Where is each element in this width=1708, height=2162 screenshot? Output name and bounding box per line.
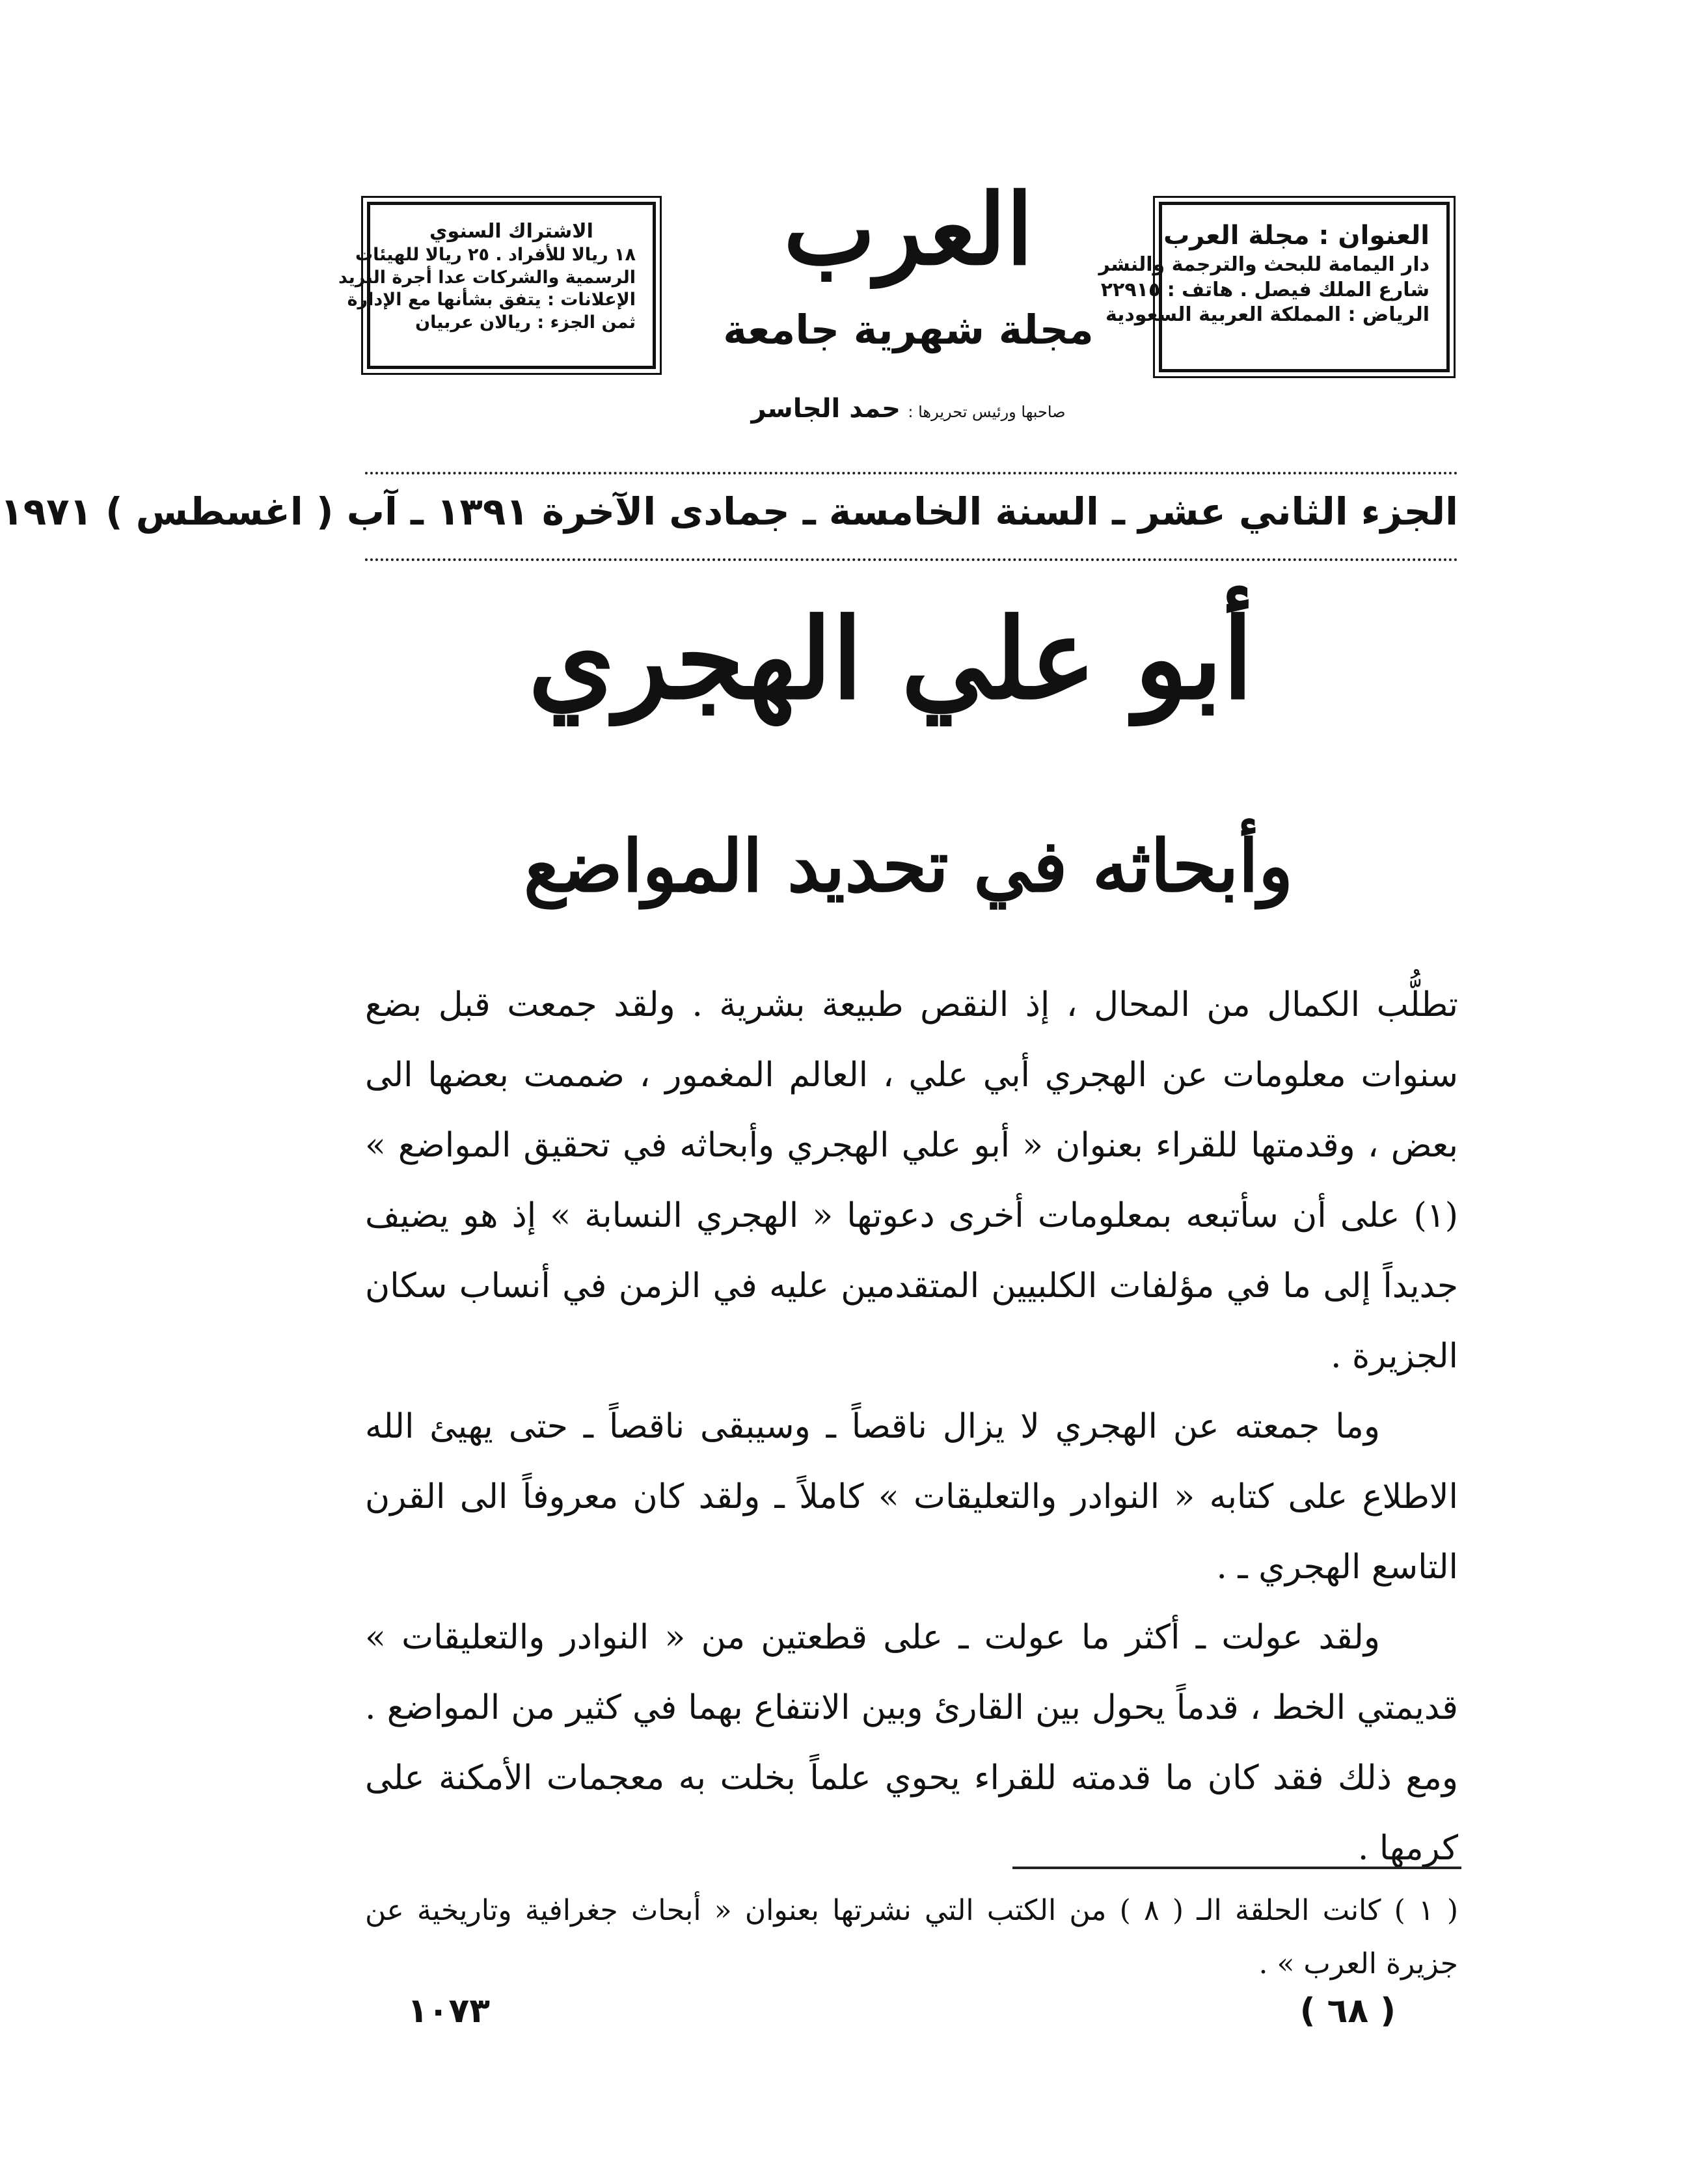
- paragraph-3: ولقد عولت ـ أكثر ما عولت ـ على قطعتين من « النوادر والتعليقات » قديمتي الخط ، قدماً يحول بين القارئ وبين الانتفاع بهما في كثير من المواضع . ومع ذلك فقد كان ما قدمته للقراء يحوي علماً بخلت به معجمات الأمكنة على كرمها .: [365, 1618, 1458, 1868]
- issue-page-number: ( ٦٨ ): [1299, 1991, 1396, 2031]
- magazine-name: العرب: [783, 172, 1033, 287]
- address-box: [1098, 202, 1450, 372]
- address-line-1: العنوان : مجلة العرب: [1163, 221, 1430, 251]
- footnote-rule: [1012, 1867, 1461, 1869]
- issue-line: الجزء الثاني عشر ـ السنة الخامسة ـ جمادى الآخرة ١٣٩١ ـ آب ( اغسطس ) ١٩٧١: [0, 489, 1458, 534]
- article-title: أبو علي الهجري: [528, 594, 1253, 724]
- editor-name: حمد الجاسر: [751, 394, 901, 424]
- subscription-line-1: ١٨ ريالا للأفراد . ٢٥ ريالا للهيئات: [355, 245, 636, 266]
- subscription-line-2: الرسمية والشركات عدا أجرة البريد: [338, 267, 636, 288]
- subscription-line-3: الإعلانات : يتفق بشأنها مع الإدارة: [347, 290, 636, 310]
- article-body: [365, 970, 1458, 1883]
- issue-rule-top: [365, 472, 1458, 474]
- editor-line: [687, 394, 1130, 424]
- volume-page-number: ١٠٧٣: [407, 1991, 490, 2031]
- subscription-title: الاشتراك السنوي: [429, 220, 593, 243]
- paragraph-2: وما جمعته عن الهجري لا يزال ناقصاً ـ وسيبقى ناقصاً ـ حتى يهيئ الله الاطلاع على كتابه « النوادر والتعليقات » كاملاً ـ ولقد كان معروفاً الى القرن التاسع الهجري ـ .: [365, 1407, 1458, 1587]
- address-line-4: الرياض : المملكة العربية السعودية: [1105, 303, 1430, 326]
- subscription-box: [338, 202, 656, 369]
- paragraph-1: تطلُّب الكمال من المحال ، إذ النقص طبيعة بشرية . ولقد جمعت قبل بضع سنوات معلومات عن الهجري أبي علي ، العالم المغمور ، ضممت بعضها الى بعض ، وقدمتها للقراء بعنوان « أبو علي الهجري وأبحاثه في تحقيق المواضع » (١) على أن سأتبعه بمعلومات أخرى دعوتها « الهجري النسابة » إذ هو يضيف جديداً إلى ما في مؤلفات الكلبيين المتقدمين عليه في الزمن في أنساب سكان الجزيرة .: [365, 985, 1459, 1376]
- article-subtitle: وأبحاثه في تحديد المواضع: [523, 824, 1294, 908]
- magazine-subtitle: مجلة شهرية جامعة: [723, 306, 1094, 353]
- address-line-3: شارع الملك فيصل . هاتف : ٢٢٩١٥: [1100, 278, 1430, 301]
- subscription-line-4: ثمن الجزء : ريالان عربيان: [415, 312, 636, 333]
- issue-rule-bottom: [365, 558, 1458, 561]
- address-line-2: دار اليمامة للبحث والترجمة والنشر: [1098, 253, 1430, 277]
- footnote: ( ١ ) كانت الحلقة الـ ( ٨ ) من الكتب التي نشرتها بعنوان « أبحاث جغرافية وتاريخية عن جزيرة العرب » .: [365, 1894, 1458, 1980]
- editor-label: صاحبها ورئيس تحريرها :: [908, 403, 1066, 421]
